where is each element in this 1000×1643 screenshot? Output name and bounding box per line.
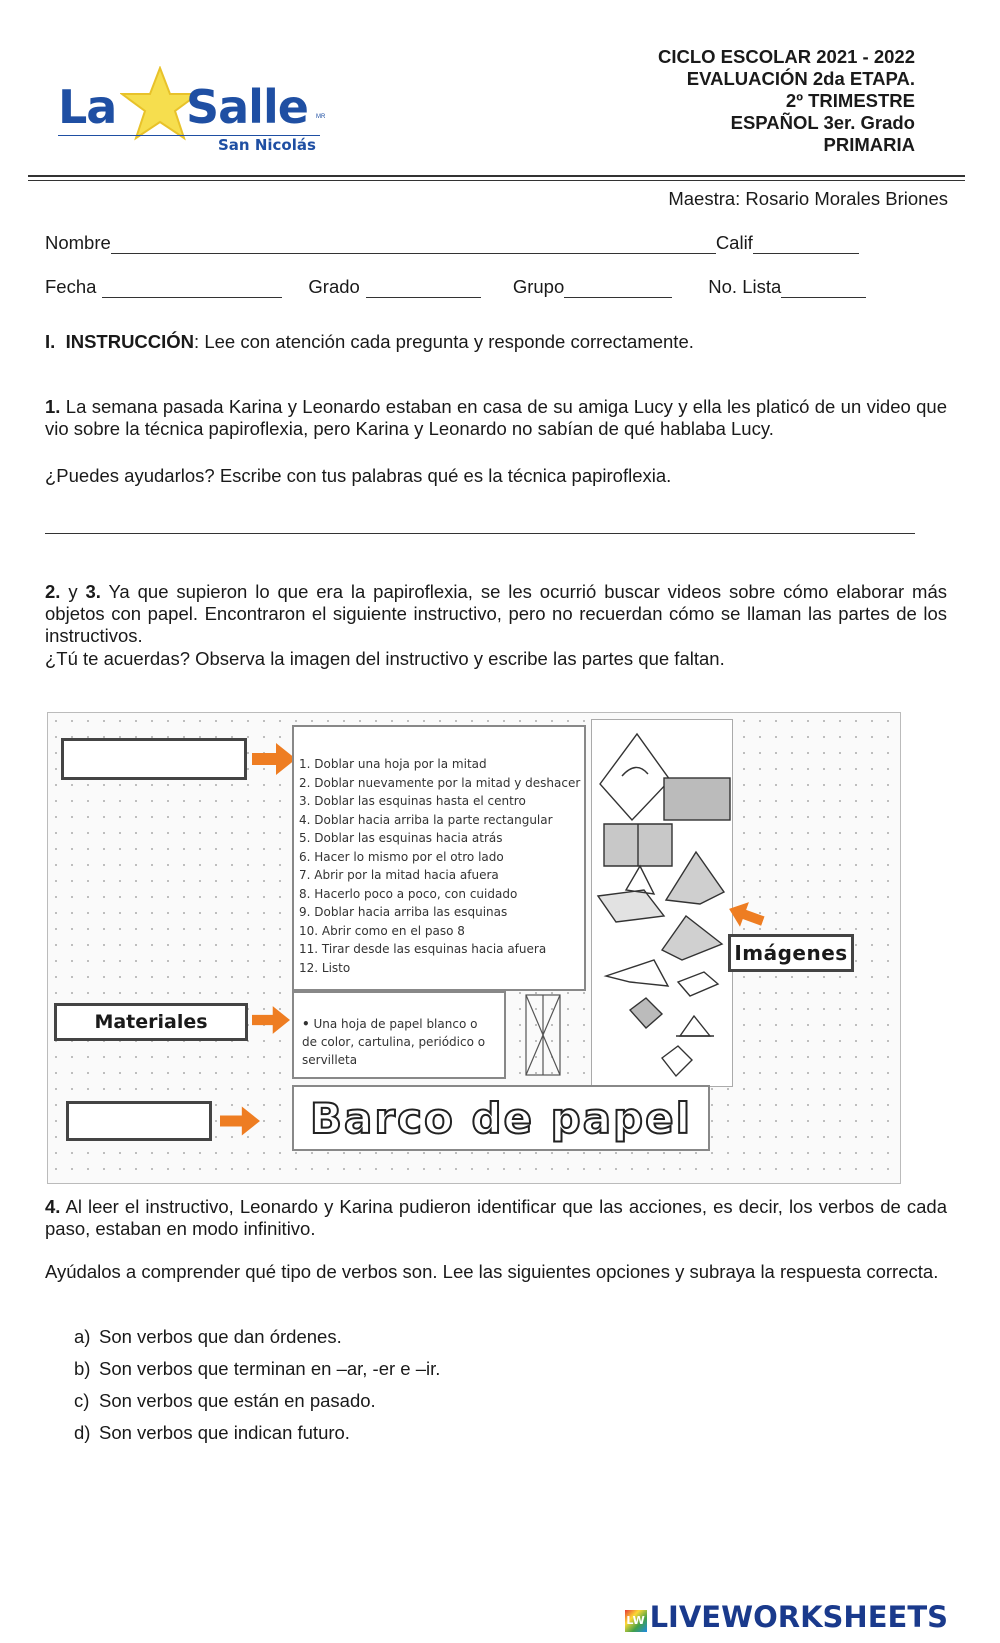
instruction-number: I. [45, 331, 56, 352]
header-subject: ESPAÑOL 3er. Grado [730, 112, 915, 133]
question-2-3 [45, 581, 947, 647]
q23-and: y [60, 581, 86, 602]
header-term: 2º TRIMESTRE [785, 90, 915, 111]
question-1 [45, 396, 947, 440]
logo-la: La [58, 80, 117, 134]
logo-salle: Salle [186, 80, 308, 134]
materials-label: Materiales [94, 1011, 208, 1033]
step-item: 1. Doblar una hoja por la mitad [299, 757, 487, 771]
instructivo-figure [47, 712, 901, 1184]
q1-prompt: ¿Puedes ayudarlos? Escribe con tus palabras qué es la técnica papiroflexia. [45, 465, 672, 486]
steps-box [292, 725, 586, 991]
arrow-icon [252, 1005, 290, 1035]
images-label: Imágenes [734, 941, 848, 965]
lista-label: No. Lista [708, 276, 782, 297]
materials-text-value: Una hoja de papel blanco o de color, cartulina, periódico o servilleta [302, 1017, 486, 1067]
q1-number: 1. [45, 396, 61, 417]
nombre-input[interactable] [111, 235, 716, 254]
step-item: 11. Tirar desde las esquinas hacia afuera [299, 942, 547, 956]
brand-name: LIVEWORKSHEETS [649, 1600, 948, 1634]
steps-list [299, 755, 580, 977]
lista-input[interactable] [781, 279, 866, 298]
step-item: 4. Doblar hacia arriba la parte rectangular [299, 812, 553, 827]
materials-label-box [54, 1003, 248, 1041]
q3-number: 3. [85, 581, 101, 602]
materials-box [292, 991, 506, 1079]
header-rule-thin [28, 180, 965, 181]
question-4 [45, 1196, 947, 1240]
title-box [292, 1085, 710, 1151]
option-text: Son verbos que están en pasado. [99, 1390, 376, 1411]
step-item: 6. Hacer lo mismo por el otro lado [299, 849, 504, 864]
fecha-label: Fecha [45, 276, 97, 297]
q4-prompt: Ayúdalos a comprender qué tipo de verbos son. Lee las siguientes opciones y subraya la respuesta correcta. [45, 1261, 939, 1282]
bullet-icon: • [302, 1017, 310, 1031]
arrow-icon [252, 742, 296, 776]
option-d[interactable] [74, 1422, 440, 1444]
option-c[interactable] [74, 1390, 440, 1412]
step-item: 8. Hacerlo poco a poco, con cuidado [299, 886, 518, 901]
teacher-name: Maestra: Rosario Morales Briones [668, 188, 948, 209]
header-evaluation: EVALUACIÓN 2da ETAPA. [686, 68, 915, 89]
option-text: Son verbos que dan órdenes. [99, 1326, 342, 1347]
step-item: 5. Doblar las esquinas hacia atrás [299, 831, 503, 845]
q1-answer-line[interactable] [45, 533, 915, 548]
step-item: 7. Abrir por la mitad hacia afuera [299, 868, 499, 882]
brand-badge-icon: LW [625, 1610, 647, 1632]
header-rule-thick [28, 175, 965, 177]
q4-options [74, 1326, 440, 1444]
q1-text: La semana pasada Karina y Leonardo estaban en casa de su amiga Lucy y ella les platicó de un video que vio sobre la técnica papiroflexia, pero Karina y Leonardo no sabían de qué hablaba Lucy. [45, 396, 947, 439]
header-cycle: CICLO ESCOLAR 2021 - 2022 [657, 46, 915, 67]
grado-input[interactable] [366, 279, 481, 298]
logo-mark: MR [316, 114, 326, 120]
nombre-label: Nombre [45, 232, 111, 253]
q23-prompt: ¿Tú te acuerdas? Observa la imagen del instructivo y escribe las partes que faltan. [45, 648, 725, 669]
answer-box-3[interactable] [66, 1101, 212, 1141]
grado-label: Grado [308, 276, 360, 297]
option-text: Son verbos que indican futuro. [99, 1422, 350, 1443]
grupo-label: Grupo [512, 276, 565, 297]
step-item: 12. Listo [299, 960, 351, 975]
fecha-input[interactable] [102, 279, 282, 298]
step-item: 3. Doblar las esquinas hasta el centro [299, 794, 526, 808]
school-logo [58, 62, 348, 162]
calif-label: Calif [715, 232, 753, 253]
option-letter: c) [74, 1390, 90, 1411]
name-row [45, 232, 859, 254]
option-text: Son verbos que terminan en –ar, -er e –ir. [99, 1358, 441, 1379]
header-block [658, 46, 915, 156]
option-letter: a) [74, 1326, 91, 1347]
step-item: 2. Doblar nuevamente por la mitad y deshacer [299, 775, 581, 790]
q2-number: 2. [45, 581, 61, 602]
folded-paper-icon [524, 993, 562, 1077]
header-level: PRIMARIA [823, 134, 915, 155]
option-a[interactable] [74, 1326, 440, 1348]
q4-number: 4. [45, 1196, 61, 1217]
grupo-input[interactable] [564, 279, 672, 298]
q4-text: Al leer el instructivo, Leonardo y Karina pudieron identificar que las acciones, es decir, los verbos de cada paso, estaban en modo infinitivo. [45, 1196, 947, 1239]
images-column [591, 719, 733, 1087]
calif-input[interactable] [753, 235, 859, 254]
images-label-box [728, 934, 854, 972]
arrow-icon [220, 1105, 260, 1137]
option-letter: d) [74, 1422, 91, 1443]
logo-subtitle: San Nicolás [218, 136, 316, 154]
step-item: 9. Doblar hacia arriba las esquinas [299, 905, 508, 919]
instructivo-title: Barco de papel [310, 1093, 692, 1143]
instruction-label: INSTRUCCIÓN [65, 331, 195, 352]
info-row [45, 276, 866, 298]
q23-text: Ya que supieron lo que era la papiroflexia, se les ocurrió buscar videos sobre cómo elaborar más objetos con papel. Encontraron el siguiente instructivo, pero no recuerdan cómo se llaman las partes de los instructivos. [45, 581, 948, 646]
instruction-text: : Lee con atención cada pregunta y responde correctamente. [194, 331, 694, 352]
origami-diagrams-icon [592, 720, 732, 1086]
liveworksheets-brand[interactable] [625, 1600, 948, 1634]
option-letter: b) [74, 1358, 91, 1379]
answer-box-1[interactable] [61, 738, 247, 780]
materials-text [302, 1015, 494, 1069]
option-b[interactable] [74, 1358, 440, 1380]
instruction [45, 331, 694, 353]
step-item: 10. Abrir como en el paso 8 [299, 923, 465, 938]
